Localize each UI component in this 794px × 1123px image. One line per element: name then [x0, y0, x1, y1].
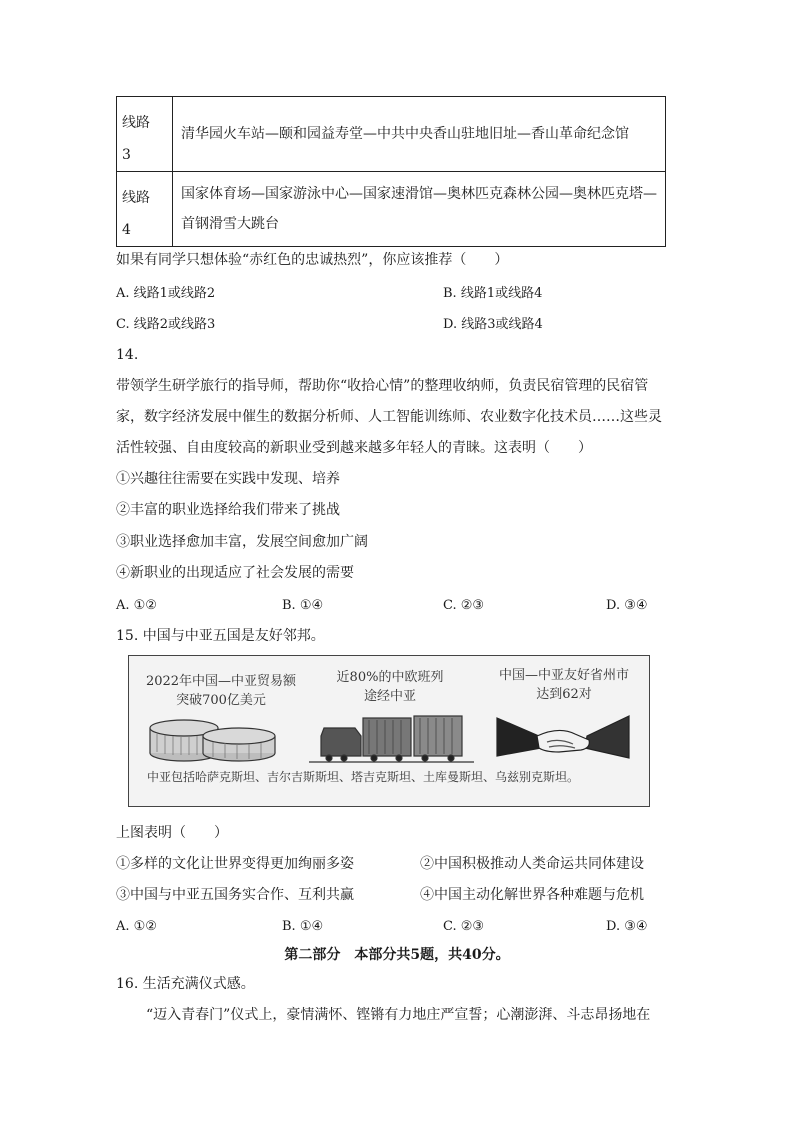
friendship-caption: 中国—中亚友好省州市 达到62对	[498, 668, 629, 702]
coins-icon	[150, 720, 275, 761]
handshake-icon	[497, 716, 629, 758]
q16-paragraph: “迈入青春门”仪式上，豪情满怀、铿锵有力地庄严宣誓；心潮澎湃、斗志昂扬地在	[146, 1007, 651, 1023]
q15-option-b[interactable]: B. ①④	[282, 919, 324, 934]
q14-statement: ④新职业的出现适应了社会发展的需要	[116, 565, 354, 581]
q16-stem: 16. 生活充满仪式感。	[116, 976, 255, 992]
q13-option-c[interactable]: C. 线路2或线路3	[116, 317, 216, 332]
q14-statement: ②丰富的职业选择给我们带来了挑战	[116, 502, 340, 518]
q15-statement: ④中国主动化解世界各种难题与危机	[420, 887, 644, 903]
freight-train-icon	[309, 716, 474, 762]
central-asia-note: 中亚包括哈萨克斯坦、吉尔吉斯斯坦、塔吉克斯坦、土库曼斯坦、乌兹别克斯坦。	[147, 770, 580, 784]
q14-option-a[interactable]: A. ①②	[116, 598, 157, 613]
part-two-title: 第二部分 本部分共5题，共40分。	[284, 947, 510, 963]
route-table	[116, 96, 666, 247]
q14-option-b[interactable]: B. ①④	[282, 598, 324, 613]
route-stops: 清华园火车站—颐和园益寿堂—中共中央香山驻地旧址—香山革命纪念馆	[173, 97, 666, 172]
q15-prompt: 上图表明（ ）	[116, 825, 228, 841]
q14-stem-line: 带领学生研学旅行的指导师，帮助你“收拾心情”的整理收纳师，负责民宿管理的民宿管	[116, 378, 649, 394]
q13-option-d[interactable]: D. 线路3或线路4	[443, 317, 543, 332]
q13-option-a[interactable]: A. 线路1或线路2	[116, 286, 216, 301]
q14-statement: ①兴趣往往需要在实践中发现、培养	[116, 471, 340, 487]
q15-statement: ①多样的文化让世界变得更加绚丽多姿	[116, 856, 354, 872]
q14-stem-line: 活性较强、自由度较高的新职业受到越来越多年轻人的青睐。这表明（ ）	[116, 440, 592, 456]
route-stops: 国家体育场—国家游泳中心—国家速滑馆—奥林匹克森林公园—奥林匹克塔— 首钢滑雪大跳台	[173, 172, 666, 247]
q13-option-b[interactable]: B. 线路1或线路4	[443, 286, 543, 301]
q14-number: 14.	[116, 347, 139, 363]
route-row-3	[117, 97, 666, 172]
q15-option-c[interactable]: C. ②③	[443, 919, 485, 934]
q14-statement: ③职业选择愈加丰富，发展空间愈加广阔	[116, 534, 368, 550]
train-caption: 近80%的中欧班列 途经中亚	[336, 670, 444, 704]
q14-option-d[interactable]: D. ③④	[606, 598, 648, 613]
q14-option-c[interactable]: C. ②③	[443, 598, 485, 613]
q14-stem-line: 家，数字经济发展中催生的数据分析师、人工智能训练师、农业数字化技术员……这些灵	[116, 409, 662, 425]
q15-option-a[interactable]: A. ①②	[116, 919, 157, 934]
q15-stem: 15. 中国与中亚五国是友好邻邦。	[116, 628, 325, 644]
route-label: 线路 4	[117, 172, 173, 247]
q15-statement: ②中国积极推动人类命运共同体建设	[420, 856, 644, 872]
route-label: 线路 3	[117, 97, 173, 172]
route-row-4	[117, 172, 666, 247]
q15-statement: ③中国与中亚五国务实合作、互利共赢	[116, 887, 354, 903]
q13-stem: 如果有同学只想体验“赤红色的忠诚热烈”，你应该推荐（ ）	[116, 252, 509, 268]
trade-caption: 2022年中国—中亚贸易额 突破700亿美元	[145, 674, 297, 708]
q15-illustration	[128, 655, 650, 807]
q15-option-d[interactable]: D. ③④	[606, 919, 648, 934]
